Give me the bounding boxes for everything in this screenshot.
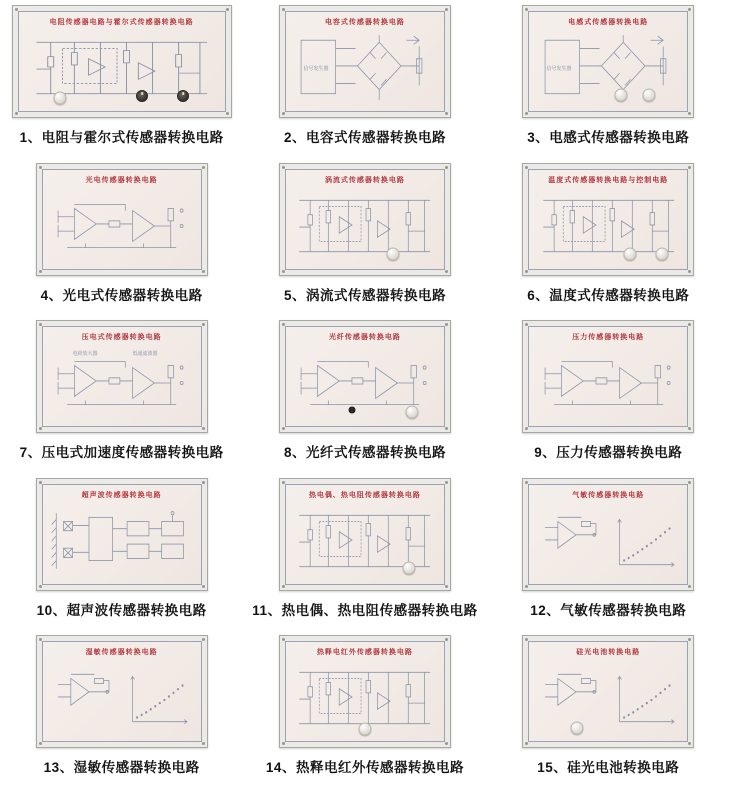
catalog-item-8 bbox=[243, 315, 486, 473]
screw-icon bbox=[688, 270, 691, 273]
screw-icon bbox=[15, 112, 18, 115]
knob bbox=[358, 722, 371, 735]
catalog-item-11 bbox=[243, 473, 486, 631]
board-title: 光电传感器转换电路 bbox=[85, 176, 158, 184]
catalog-item-7 bbox=[0, 315, 243, 473]
circuit-board-panel-6 bbox=[522, 163, 694, 276]
circuit-board-panel-13 bbox=[36, 635, 208, 748]
screw-icon bbox=[39, 270, 42, 273]
item-caption: 10、超声波传感器转换电路 bbox=[36, 602, 207, 618]
screw-icon bbox=[202, 427, 205, 430]
board-title: 涡流式传感器转换电路 bbox=[324, 176, 405, 184]
circuit-board-panel-4 bbox=[36, 163, 208, 276]
board-title: 气敏传感器转换电路 bbox=[572, 491, 645, 499]
catalog-item-5 bbox=[243, 158, 486, 316]
knob bbox=[53, 92, 66, 105]
catalog-item-14 bbox=[243, 630, 486, 788]
board-title: 硅光电池转换电路 bbox=[576, 649, 641, 657]
schematic-drawing bbox=[536, 505, 681, 577]
schematic-drawing bbox=[49, 662, 194, 734]
item-caption: 13、湿敏传感器转换电路 bbox=[43, 760, 200, 776]
screw-icon bbox=[282, 270, 285, 273]
screw-icon bbox=[445, 166, 448, 169]
circuit-board-panel-3 bbox=[522, 5, 694, 118]
knob bbox=[136, 90, 148, 102]
item-caption: 5、涡流式传感器转换电路 bbox=[283, 287, 446, 303]
knob bbox=[570, 721, 583, 734]
board-title: 热释电红外传感器转换电路 bbox=[316, 649, 413, 657]
screw-icon bbox=[202, 585, 205, 588]
schematic-drawing bbox=[49, 347, 194, 419]
board-face bbox=[285, 641, 445, 742]
screw-icon bbox=[445, 270, 448, 273]
knob bbox=[387, 247, 400, 260]
knob bbox=[624, 247, 637, 260]
screw-icon bbox=[445, 638, 448, 641]
circuit-board-panel-8 bbox=[279, 320, 451, 433]
screw-icon bbox=[226, 8, 229, 11]
knob bbox=[614, 89, 627, 102]
catalog-item-3 bbox=[487, 0, 730, 158]
screw-icon bbox=[39, 585, 42, 588]
board-title: 电感式传感器转换电路 bbox=[568, 19, 649, 26]
screw-icon bbox=[445, 427, 448, 430]
board-face bbox=[18, 11, 226, 112]
led-indicator bbox=[349, 407, 356, 414]
board-title: 湿敏传感器转换电路 bbox=[85, 649, 158, 657]
screw-icon bbox=[688, 8, 691, 11]
circuit-board-panel-14 bbox=[279, 635, 451, 748]
board-face bbox=[528, 169, 688, 270]
screw-icon bbox=[445, 8, 448, 11]
board-title: 电容式传感器转换电路 bbox=[324, 19, 405, 26]
circuit-board-panel-11 bbox=[279, 478, 451, 591]
schematic-drawing bbox=[536, 662, 681, 734]
schematic-drawing bbox=[292, 190, 437, 262]
schematic-drawing bbox=[49, 190, 194, 262]
screw-icon bbox=[282, 427, 285, 430]
board-title: 压力传感器转换电路 bbox=[572, 334, 645, 342]
board-face bbox=[285, 326, 445, 427]
item-caption: 11、热电偶、热电阻传感器转换电路 bbox=[252, 602, 478, 618]
item-caption: 4、光电式传感器转换电路 bbox=[40, 287, 203, 303]
item-caption: 8、光纤式传感器转换电路 bbox=[283, 445, 446, 461]
board-face bbox=[528, 11, 688, 112]
board-title: 热电偶、热电阻传感器转换电路 bbox=[308, 491, 421, 499]
board-face bbox=[528, 484, 688, 585]
circuit-board-panel-1 bbox=[12, 5, 232, 118]
screw-icon bbox=[688, 427, 691, 430]
catalog-item-10 bbox=[0, 473, 243, 631]
catalog-item-13 bbox=[0, 630, 243, 788]
catalog-item-1 bbox=[0, 0, 243, 158]
screw-icon bbox=[525, 585, 528, 588]
screw-icon bbox=[525, 112, 528, 115]
knob bbox=[406, 406, 419, 419]
item-caption: 9、压力传感器转换电路 bbox=[534, 445, 683, 461]
catalog-item-6 bbox=[487, 158, 730, 316]
item-caption: 12、气敏传感器转换电路 bbox=[530, 602, 687, 618]
block-label: 低通滤波器 bbox=[132, 350, 158, 357]
knob bbox=[403, 561, 416, 574]
screw-icon bbox=[282, 112, 285, 115]
item-caption: 6、温度式传感器转换电路 bbox=[527, 287, 690, 303]
catalog-item-12 bbox=[487, 473, 730, 631]
catalog-item-15 bbox=[487, 630, 730, 788]
screw-icon bbox=[525, 270, 528, 273]
board-face bbox=[42, 484, 202, 585]
board-face bbox=[285, 11, 445, 112]
board-title: 温度式传感器转换电路与控制电路 bbox=[548, 176, 669, 184]
screw-icon bbox=[688, 481, 691, 484]
board-title: 压电式传感器转换电路 bbox=[81, 334, 162, 342]
board-title: 电阻传感器电路与霍尔式传感器转换电路 bbox=[49, 19, 194, 26]
circuit-board-panel-9 bbox=[522, 320, 694, 433]
board-face bbox=[42, 641, 202, 742]
catalog-item-4 bbox=[0, 158, 243, 316]
item-caption: 2、电容式传感器转换电路 bbox=[283, 130, 446, 145]
screw-icon bbox=[525, 742, 528, 745]
board-face bbox=[528, 641, 688, 742]
knob bbox=[643, 89, 656, 102]
screw-icon bbox=[202, 481, 205, 484]
circuit-board-panel-12 bbox=[522, 478, 694, 591]
screw-icon bbox=[226, 112, 229, 115]
catalog-item-9 bbox=[487, 315, 730, 473]
screw-icon bbox=[39, 742, 42, 745]
board-face bbox=[528, 326, 688, 427]
item-caption: 7、压电式加速度传感器转换电路 bbox=[19, 445, 224, 461]
item-caption: 14、热释电红外传感器转换电路 bbox=[265, 760, 464, 776]
screw-icon bbox=[445, 585, 448, 588]
screw-icon bbox=[282, 742, 285, 745]
screw-icon bbox=[282, 585, 285, 588]
circuit-board-panel-15 bbox=[522, 635, 694, 748]
board-face bbox=[42, 326, 202, 427]
board-title: 超声波传感器转换电路 bbox=[81, 491, 162, 499]
screw-icon bbox=[445, 481, 448, 484]
board-title: 光纤传感器转换电路 bbox=[328, 334, 401, 342]
item-caption: 3、电感式传感器转换电路 bbox=[527, 130, 690, 145]
screw-icon bbox=[688, 166, 691, 169]
circuit-board-panel-2 bbox=[279, 5, 451, 118]
screw-icon bbox=[688, 112, 691, 115]
screw-icon bbox=[688, 585, 691, 588]
screw-icon bbox=[688, 638, 691, 641]
knob bbox=[655, 247, 668, 260]
screw-icon bbox=[39, 427, 42, 430]
catalog-item-2 bbox=[243, 0, 486, 158]
screw-icon bbox=[525, 427, 528, 430]
block-label: 电荷放大器 bbox=[72, 350, 98, 357]
screw-icon bbox=[202, 166, 205, 169]
board-face bbox=[42, 169, 202, 270]
knob bbox=[177, 90, 189, 102]
schematic-drawing bbox=[292, 505, 437, 577]
circuit-board-panel-5 bbox=[279, 163, 451, 276]
schematic-drawing bbox=[49, 505, 194, 577]
block-label: 信号发生器 bbox=[303, 66, 329, 72]
screw-icon bbox=[445, 742, 448, 745]
block-label: 信号发生器 bbox=[546, 66, 572, 72]
screw-icon bbox=[445, 112, 448, 115]
screw-icon bbox=[445, 323, 448, 326]
item-caption: 15、硅光电池转换电路 bbox=[537, 760, 680, 776]
screw-icon bbox=[688, 742, 691, 745]
screw-icon bbox=[202, 323, 205, 326]
screw-icon bbox=[688, 323, 691, 326]
item-caption: 1、电阻与霍尔式传感器转换电路 bbox=[19, 130, 224, 145]
screw-icon bbox=[202, 638, 205, 641]
screw-icon bbox=[202, 270, 205, 273]
circuit-board-panel-7 bbox=[36, 320, 208, 433]
board-face bbox=[285, 484, 445, 585]
screw-icon bbox=[202, 742, 205, 745]
schematic-drawing bbox=[536, 347, 681, 419]
circuit-board-panel-10 bbox=[36, 478, 208, 591]
board-face bbox=[285, 169, 445, 270]
